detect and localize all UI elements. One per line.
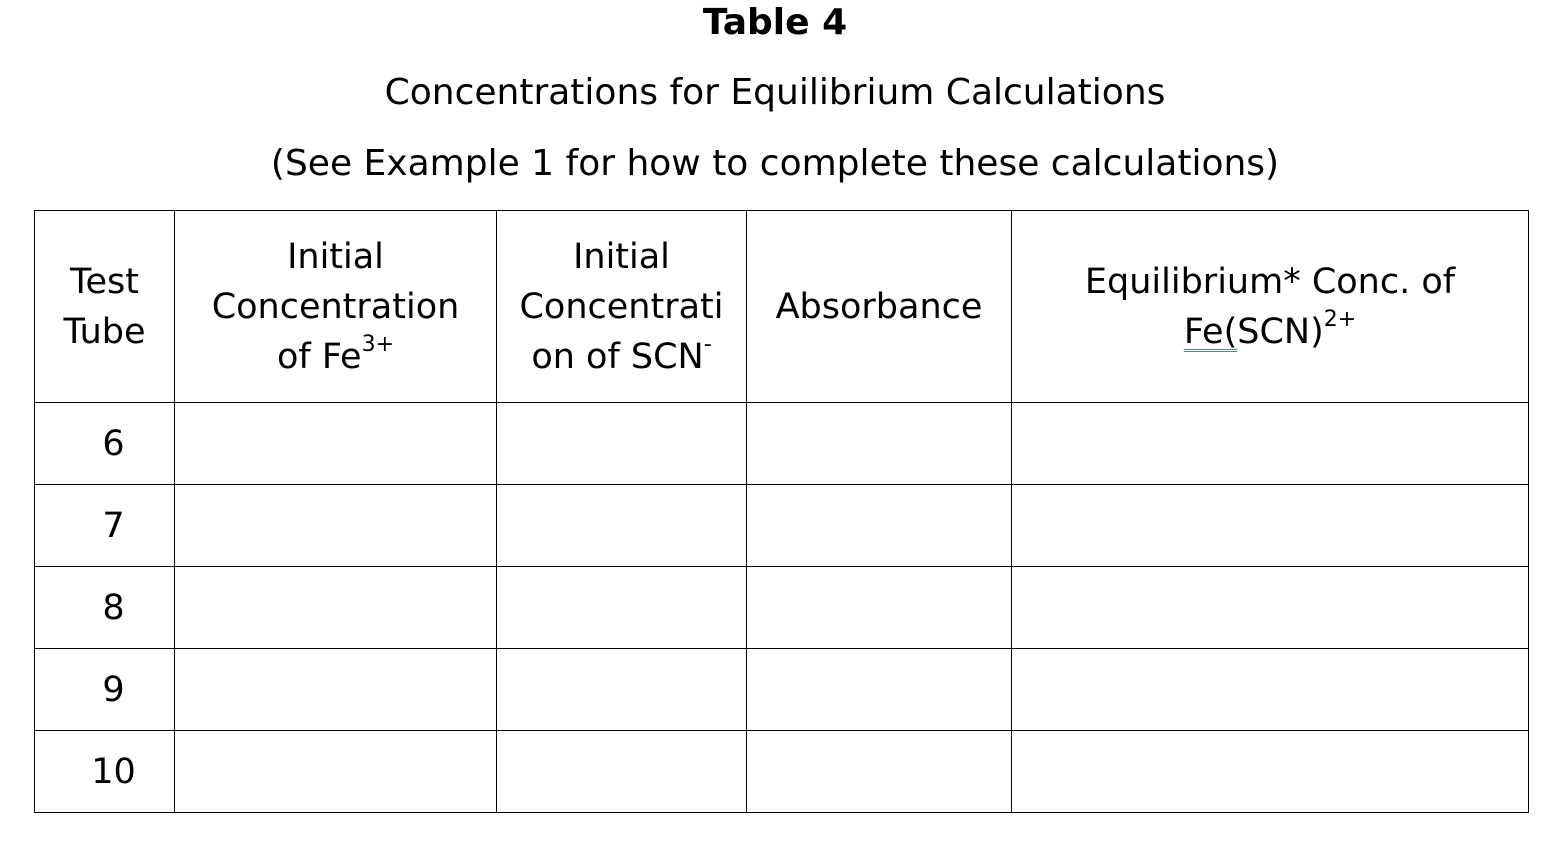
tube-number-cell: 7 (35, 485, 175, 567)
table-row (35, 731, 1529, 813)
absorbance-cell[interactable] (747, 567, 1012, 649)
table-row (35, 649, 1529, 731)
absorbance-cell[interactable] (747, 731, 1012, 813)
initial-fe-cell[interactable] (175, 567, 497, 649)
table-row (35, 403, 1529, 485)
initial-fe-cell[interactable] (175, 485, 497, 567)
concentrations-table (34, 210, 1529, 813)
spellcheck-underline: Fe( (1183, 311, 1238, 352)
fescn-charge: 2+ (1323, 306, 1357, 332)
equilibrium-conc-cell[interactable] (1012, 403, 1529, 485)
initial-scn-cell[interactable] (497, 731, 747, 813)
table-row (35, 567, 1529, 649)
tube-number-cell: 8 (35, 567, 175, 649)
equilibrium-conc-cell[interactable] (1012, 649, 1529, 731)
tube-number-cell: 10 (35, 731, 175, 813)
tube-number-cell: 6 (35, 403, 175, 485)
table-row (35, 485, 1529, 567)
initial-fe-cell[interactable] (175, 403, 497, 485)
absorbance-cell[interactable] (747, 485, 1012, 567)
tube-number-cell: 9 (35, 649, 175, 731)
fe-charge: 3+ (361, 331, 395, 357)
header-absorbance: Absorbance (747, 211, 1012, 403)
header-initial-fe: Initial Concentration of $Fe^{3+}$ (175, 211, 497, 403)
scn-charge: - (703, 331, 712, 357)
initial-scn-cell[interactable] (497, 649, 747, 731)
initial-scn-cell[interactable] (497, 403, 747, 485)
equilibrium-conc-cell[interactable] (1012, 567, 1529, 649)
equilibrium-conc-cell[interactable] (1012, 731, 1529, 813)
header-test-tube: Test Tube (35, 211, 175, 403)
initial-scn-cell[interactable] (497, 485, 747, 567)
table-note: (See Example 1 for how to complete these calculations) (270, 143, 1280, 184)
table-title: Table 4 (702, 2, 848, 43)
absorbance-cell[interactable] (747, 403, 1012, 485)
initial-fe-cell[interactable] (175, 731, 497, 813)
table-subtitle: Concentrations for Equilibrium Calculations (384, 72, 1166, 113)
initial-scn-cell[interactable] (497, 567, 747, 649)
initial-fe-cell[interactable] (175, 649, 497, 731)
header-row (35, 211, 1529, 403)
header-initial-scn: Initial Concentrati on of SCN- (497, 211, 747, 403)
header-equilibrium-conc: Equilibrium* Conc. of Fe(SCN)$^{2+}$ (1012, 211, 1529, 403)
equilibrium-conc-cell[interactable] (1012, 485, 1529, 567)
absorbance-cell[interactable] (747, 649, 1012, 731)
